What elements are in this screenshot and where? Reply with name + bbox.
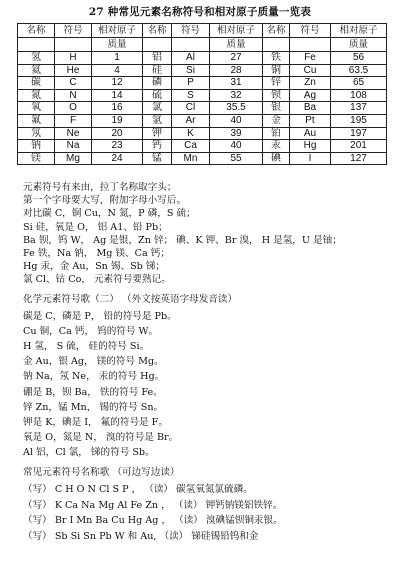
table-cell: 24 xyxy=(92,152,143,165)
table-cell: 名称 xyxy=(263,24,290,38)
table-cell: Al xyxy=(172,52,210,65)
table-cell: 氦 xyxy=(18,64,55,77)
table-cell: 锰 xyxy=(143,152,172,165)
song-line: （写） Br I Mn Ba Cu Hg Ag ， （读） 溴碘锰钡铜汞银。 xyxy=(23,515,283,527)
table-cell: 1 xyxy=(92,52,143,65)
table-cell: 氖 xyxy=(18,127,55,140)
table-row xyxy=(18,102,387,115)
rhyme-line: Hg 汞，金 Au，Sn 锡、Sb 锑； xyxy=(23,261,166,273)
song-line: H 氢， S 硫， 硅的符号 Si。 xyxy=(23,341,150,353)
table-cell: 银 xyxy=(263,102,290,115)
song-line: 金 Au，银 Ag， 镁的符号 Mg。 xyxy=(23,356,164,368)
table-cell: Ag xyxy=(290,89,331,102)
table-cell: 40 xyxy=(210,114,263,127)
table-cell: Zn xyxy=(290,77,331,90)
table-cell: Mn xyxy=(172,152,210,165)
table-cell: 55 xyxy=(210,152,263,165)
table-cell: 201 xyxy=(331,140,387,153)
table-cell: O xyxy=(55,102,92,115)
rhyme-line: 第一个字母要大写，附加字母小写后。 xyxy=(23,195,187,207)
table-cell: 14 xyxy=(92,89,143,102)
table-row xyxy=(18,127,387,140)
table-cell: 名称 xyxy=(143,24,172,38)
table-cell: 195 xyxy=(331,114,387,127)
table-row xyxy=(18,77,387,90)
table-cell: Na xyxy=(55,140,92,153)
song-line: 氧是 O，氮是 N， 溴的符号是 Br。 xyxy=(23,431,179,443)
table-row xyxy=(18,140,387,153)
table-cell: Cu xyxy=(290,64,331,77)
table-cell: 氟 xyxy=(18,114,55,127)
rhyme-line: Si 硅，氧是 O， 铝 A1、铅 Pb； xyxy=(23,221,168,233)
table-cell: 20 xyxy=(92,127,143,140)
table-cell: 符号 xyxy=(172,24,210,38)
table-cell xyxy=(172,38,210,52)
table-cell: 质量 xyxy=(92,38,143,52)
table-cell: 40 xyxy=(210,140,263,153)
table-cell: Ba xyxy=(290,102,331,115)
table-cell: 16 xyxy=(92,102,143,115)
table-cell: 铂 xyxy=(263,127,290,140)
table-cell: 铝 xyxy=(143,52,172,65)
table-cell: 铜 xyxy=(263,64,290,77)
table-cell: 19 xyxy=(92,114,143,127)
table-cell: 63.5 xyxy=(331,64,387,77)
table-row xyxy=(18,64,387,77)
table-cell: 197 xyxy=(331,127,387,140)
table-cell: P xyxy=(172,77,210,90)
rhyme-line: Ba 钡，钨 W， Ag 是银，Zn 锌； 碘、K 钾、Br 溴， H 是氢，U 是铀； xyxy=(23,234,342,246)
table-cell: Fe xyxy=(290,52,331,65)
table-cell: 符号 xyxy=(55,24,92,38)
table-cell: Ar xyxy=(172,114,210,127)
table-cell: 相对原子 xyxy=(210,24,263,38)
table-cell: Hg xyxy=(290,140,331,153)
table-cell: 28 xyxy=(210,64,263,77)
table-cell: Si xyxy=(172,64,210,77)
table-cell: 钾 xyxy=(143,127,172,140)
table-cell: 碘 xyxy=(263,152,290,165)
table-cell: Ca xyxy=(172,140,210,153)
element-table xyxy=(17,23,387,165)
table-cell: 氯 xyxy=(143,102,172,115)
table-cell: F xyxy=(55,114,92,127)
table-cell xyxy=(18,38,55,52)
table-cell: 铁 xyxy=(263,52,290,65)
table-cell: H xyxy=(55,52,92,65)
table-cell: 硅 xyxy=(143,64,172,77)
table-cell: C xyxy=(55,77,92,90)
table-cell: 质量 xyxy=(331,38,387,52)
song-line: Cu 铜，Ca 钙， 钨的符号 W。 xyxy=(23,326,158,338)
table-cell: 氢 xyxy=(18,52,55,65)
table-row xyxy=(18,152,387,165)
table-cell: 23 xyxy=(92,140,143,153)
table-cell xyxy=(143,38,172,52)
table-cell: 名称 xyxy=(18,24,55,38)
table-cell: 4 xyxy=(92,64,143,77)
table-cell xyxy=(263,38,290,52)
table-cell: 137 xyxy=(331,102,387,115)
table-cell: 56 xyxy=(331,52,387,65)
table-cell: 65 xyxy=(331,77,387,90)
table-cell: 质量 xyxy=(210,38,263,52)
table-row xyxy=(18,89,387,102)
section-heading: 常见元素符号名称歌 （可边写边读） xyxy=(23,467,180,478)
table-cell: S xyxy=(172,89,210,102)
table-cell: Ne xyxy=(55,127,92,140)
rhyme-line: 元素符号有来由，拉丁名称取字头； xyxy=(23,182,177,193)
table-cell: 钙 xyxy=(143,140,172,153)
table-cell: He xyxy=(55,64,92,77)
table-cell xyxy=(290,38,331,52)
page-title: 27 种常见元素名称符号和相对原子质量一览表 xyxy=(88,6,312,18)
table-cell: 氧 xyxy=(18,102,55,115)
song-line: Al 铝，Cl 氯， 锑的符号 Sb。 xyxy=(23,446,155,458)
table-cell: 35.5 xyxy=(210,102,263,115)
table-cell: 金 xyxy=(263,114,290,127)
song-line: 硼是 B，钡 Ba， 铁的符号 Fe。 xyxy=(23,386,163,398)
table-cell: K xyxy=(172,127,210,140)
table-cell: Au xyxy=(290,127,331,140)
song-line: 钾是 K，碘是 I， 氟的符号是 F。 xyxy=(23,416,168,428)
table-cell: 碳 xyxy=(18,77,55,90)
section-heading: 化学元素符号歌（二） （外文按英语字母发音读） xyxy=(23,294,238,305)
table-cell: 钠 xyxy=(18,140,55,153)
table-cell: 镁 xyxy=(18,152,55,165)
table-cell: 氮 xyxy=(18,89,55,102)
table-cell: 39 xyxy=(210,127,263,140)
song-line: 碳是 C，磷是 P， 铅的符号是 Pb。 xyxy=(23,311,177,322)
table-cell: 12 xyxy=(92,77,143,90)
table-header-row xyxy=(18,24,387,38)
table-cell: Mg xyxy=(55,152,92,165)
table-row xyxy=(18,52,387,65)
table-row xyxy=(18,114,387,127)
table-cell: 锌 xyxy=(263,77,290,90)
table-cell: 31 xyxy=(210,77,263,90)
song-line: （写） C H O N Cl S P ， （读） 碳氢氧氮氯硫磷。 xyxy=(23,484,253,495)
table-cell: 32 xyxy=(210,89,263,102)
table-cell: 符号 xyxy=(290,24,331,38)
rhyme-line: Fe 铁，Na 钠， Mg 镁、Ca 钙； xyxy=(23,248,170,259)
table-cell: 钡 xyxy=(263,89,290,102)
table-header-row xyxy=(18,38,387,52)
table-cell: I xyxy=(290,152,331,165)
song-line: 钠 Na，氖 Ne， 汞的符号 Hg。 xyxy=(23,371,165,383)
table-cell: 108 xyxy=(331,89,387,102)
song-line: （写） K Ca Na Mg Al Fe Zn ， （读） 钾钙钠镁铝铁锌。 xyxy=(23,499,283,511)
table-cell: N xyxy=(55,89,92,102)
table-cell: 相对原子 xyxy=(331,24,387,38)
table-cell xyxy=(55,38,92,52)
table-cell: 相对原子 xyxy=(92,24,143,38)
song-line: 锌 Zn，锰 Mn， 锡的符号 Sn。 xyxy=(23,401,164,413)
rhyme-line: 氯 Cl、钴 Co， 元素符号要熟记。 xyxy=(23,274,171,286)
table-cell: 氩 xyxy=(143,114,172,127)
table-cell: 127 xyxy=(331,152,387,165)
table-cell: Pt xyxy=(290,114,331,127)
table-cell: 硫 xyxy=(143,89,172,102)
song-line: （写） Sb Si Sn Pb W 和 Au, （读） 锑硅锡铅钨和金 xyxy=(23,530,259,542)
table-cell: 27 xyxy=(210,52,263,65)
table-cell: Cl xyxy=(172,102,210,115)
table-cell: 磷 xyxy=(143,77,172,90)
rhyme-line: 对比碳 C，铜 Cu，N 氮，P 磷，S 硫； xyxy=(23,208,196,220)
table-cell: 汞 xyxy=(263,140,290,153)
